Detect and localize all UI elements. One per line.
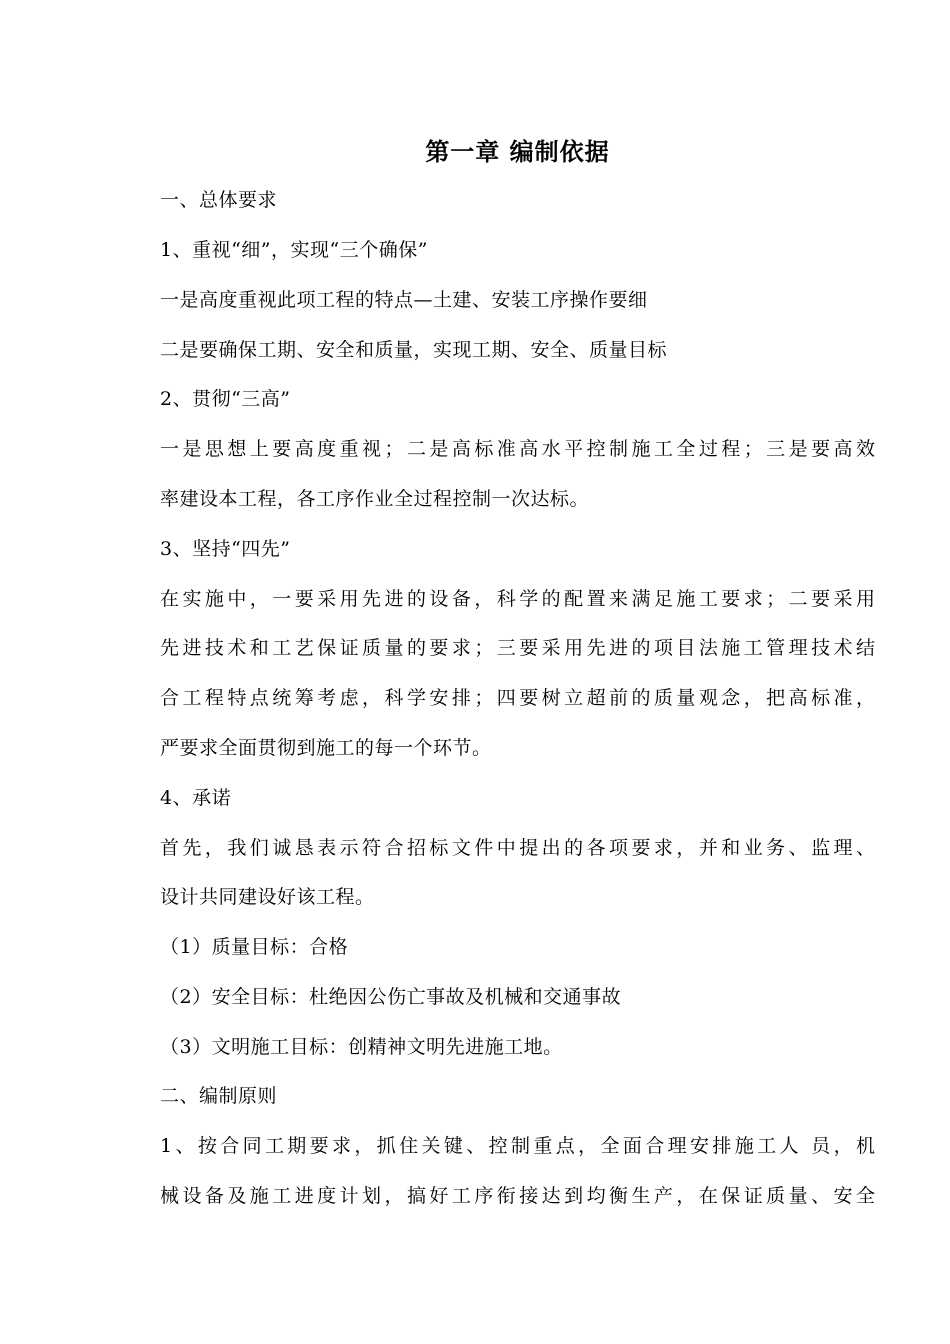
paragraph-line: 率建设本工程，各工序作业全过程控制一次达标。: [160, 488, 590, 510]
paragraph-line: 严要求全面贯彻到施工的每一个环节。: [160, 737, 492, 759]
point-heading-4: 4、承诺: [160, 787, 232, 809]
point-heading-2: 2、贯彻“三高”: [160, 388, 291, 410]
paragraph-line: 械设备及施工进度计划，搞好工序衔接达到均衡生产，在保证质量、安全: [160, 1185, 875, 1207]
paragraph-line: 一是思想上要高度重视；二是高标准高水平控制施工全过程；三是要高效: [160, 438, 875, 460]
target-item-civilized-construction: （3）文明施工目标：创精神文明先进施工地。: [160, 1036, 563, 1058]
target-item-quality: （1）质量目标：合格: [160, 936, 349, 958]
target-item-safety: （2）安全目标：杜绝因公伤亡事故及机械和交通事故: [160, 986, 622, 1008]
paragraph-line: 一是高度重视此项工程的特点—土建、安装工序操作要细: [160, 289, 648, 311]
section-heading-compilation-principles: 二、编制原则: [160, 1085, 278, 1107]
section-heading-overall-requirements: 一、总体要求: [160, 189, 278, 211]
paragraph-line: 1、按合同工期要求，抓住关键、控制重点，全面合理安排施工人 员，机: [160, 1135, 875, 1157]
paragraph-line: 二是要确保工期、安全和质量，实现工期、安全、质量目标: [160, 339, 668, 361]
paragraph-line: 设计共同建设好该工程。: [160, 886, 375, 908]
chapter-title: 第一章 编制依据: [425, 138, 610, 166]
point-heading-1: 1、重视“细”，实现“三个确保”: [160, 239, 428, 261]
paragraph-line: 在实施中，一要采用先进的设备，科学的配置来满足施工要求；二要采用: [160, 588, 875, 610]
paragraph-line: 首先，我们诚恳表示符合招标文件中提出的各项要求，并和业务、监理、: [160, 837, 875, 859]
paragraph-line: 合工程特点统筹考虑，科学安排；四要树立超前的质量观念，把高标准，: [160, 687, 875, 709]
paragraph-line: 先进技术和工艺保证质量的要求；三要采用先进的项目法施工管理技术结: [160, 637, 875, 659]
point-heading-3: 3、坚持“四先”: [160, 538, 291, 560]
